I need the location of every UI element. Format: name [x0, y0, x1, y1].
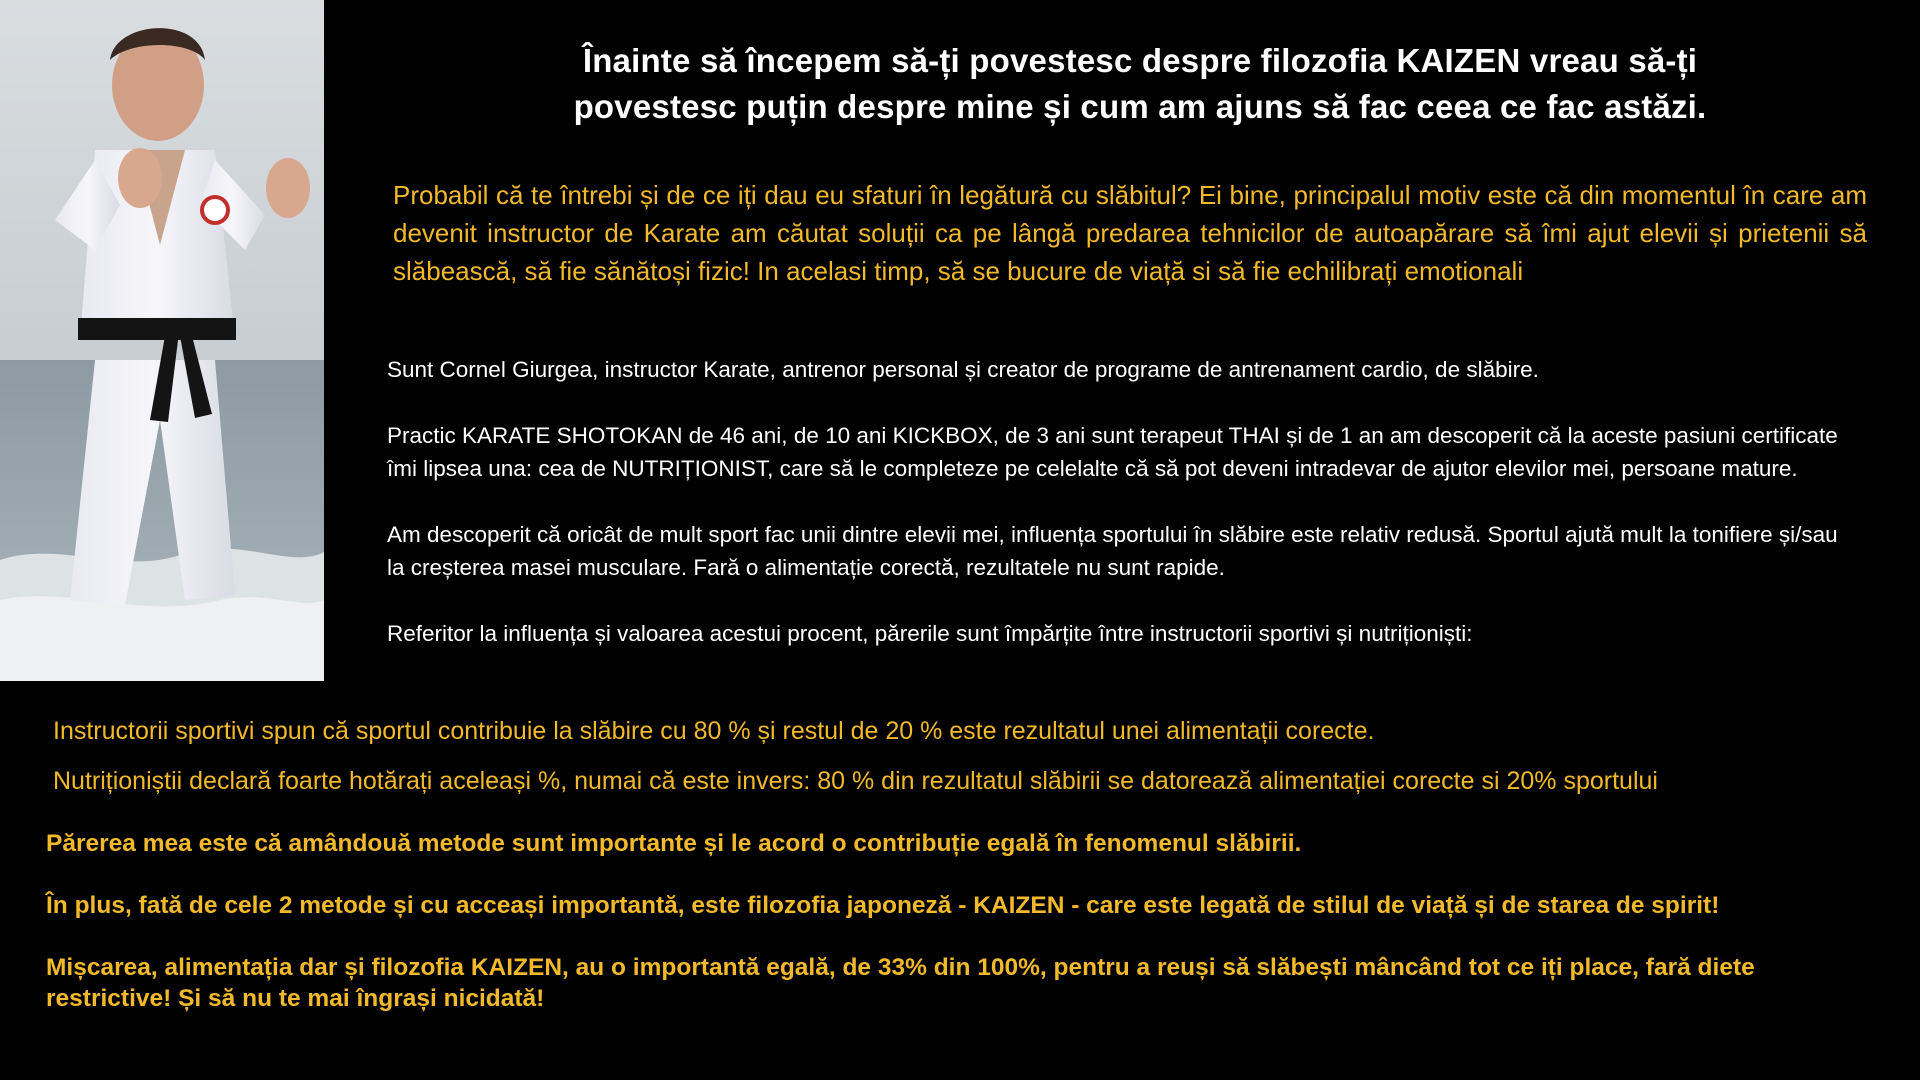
karate-instructor-image [0, 0, 324, 681]
instructor-photo [0, 0, 324, 681]
bio-section [387, 353, 1847, 683]
conclusion-section [46, 828, 1876, 1045]
conclusion-paragraph-3: Mișcarea, alimentația dar și filozofia KAIZEN, au o importantă egală, de 33% din 100%, pentru a reuși să slăbești mâncând tot ce iți place, fară diete restrictive! Și să nu te mai îngrași nicidată! [46, 954, 1755, 1012]
bio-paragraph-3: Am descoperit că oricât de mult sport fac unii dintre elevii mei, influența sportului în slăbire este relativ redusă. Sportul ajută mult la tonifiere și/sau la creșterea masei musculare. Fară o alimentație corectă, rezultatele nu sunt rapide. [387, 522, 1838, 580]
bio-paragraph-1: Sunt Cornel Giurgea, instructor Karate, antrenor personal și creator de programe de antrenament cardio, de slăbire. [387, 357, 1539, 382]
heading-line-1: Înainte să începem să-ți povestesc despre filozofia KAIZEN vreau să-ți [582, 42, 1698, 79]
conclusion-paragraph-1: Părerea mea este că amândouă metode sunt importante și le acord o contribuție egală în fenomenul slăbirii. [46, 830, 1302, 857]
nutritionists-opinion: Nutriționiștii declară foarte hotărați aceleași %, numai că este invers: 80 % din rezultatul slăbirii se datorează alimentației corecte si 20% sportului [53, 767, 1658, 795]
intro-paragraph: Probabil că te întrebi și de ce iți dau eu sfaturi în legătură cu slăbitul? Ei bine, principalul motiv este că din momentul în care am devenit instructor de Karate am căutat soluții ca pe lângă predarea tehnicilor de autoapărare să îmi ajut elevii și prietenii să slăbească, să fie sănătoși fizic! In acelasi timp, să se bucure de viață si să fie echilibrați emotionali [393, 180, 1867, 286]
conclusion-paragraph-2: În plus, fată de cele 2 metode și cu acceași importantă, este filozofia japoneză - KAIZEN - care este legată de stilul de viață și de starea de spirit! [46, 892, 1720, 919]
bio-paragraph-4: Referitor la influența și valoarea acestui procent, părerile sunt împărțite între instructorii sportivi și nutriționiști: [387, 621, 1473, 646]
instructors-opinion: Instructorii sportivi spun că sportul contribuie la slăbire cu 80 % și restul de 20 % este rezultatul unei alimentații corecte. [53, 717, 1375, 745]
heading-line-2: povestesc puțin despre mine și cum am ajuns să fac ceea ce fac astăzi. [573, 88, 1707, 125]
bio-paragraph-2: Practic KARATE SHOTOKAN de 46 ani, de 10 ani KICKBOX, de 3 ani sunt terapeut THAI și de 1 an am descoperit că la aceste pasiuni certificate îmi lipsea una: cea de NUTRIȚIONIST, care să le completeze pe celelalte că să pot deveni intradevar de ajutor elevilor mei, persoane mature. [387, 423, 1838, 481]
opinions-section [53, 714, 1883, 814]
page-heading [400, 38, 1880, 130]
